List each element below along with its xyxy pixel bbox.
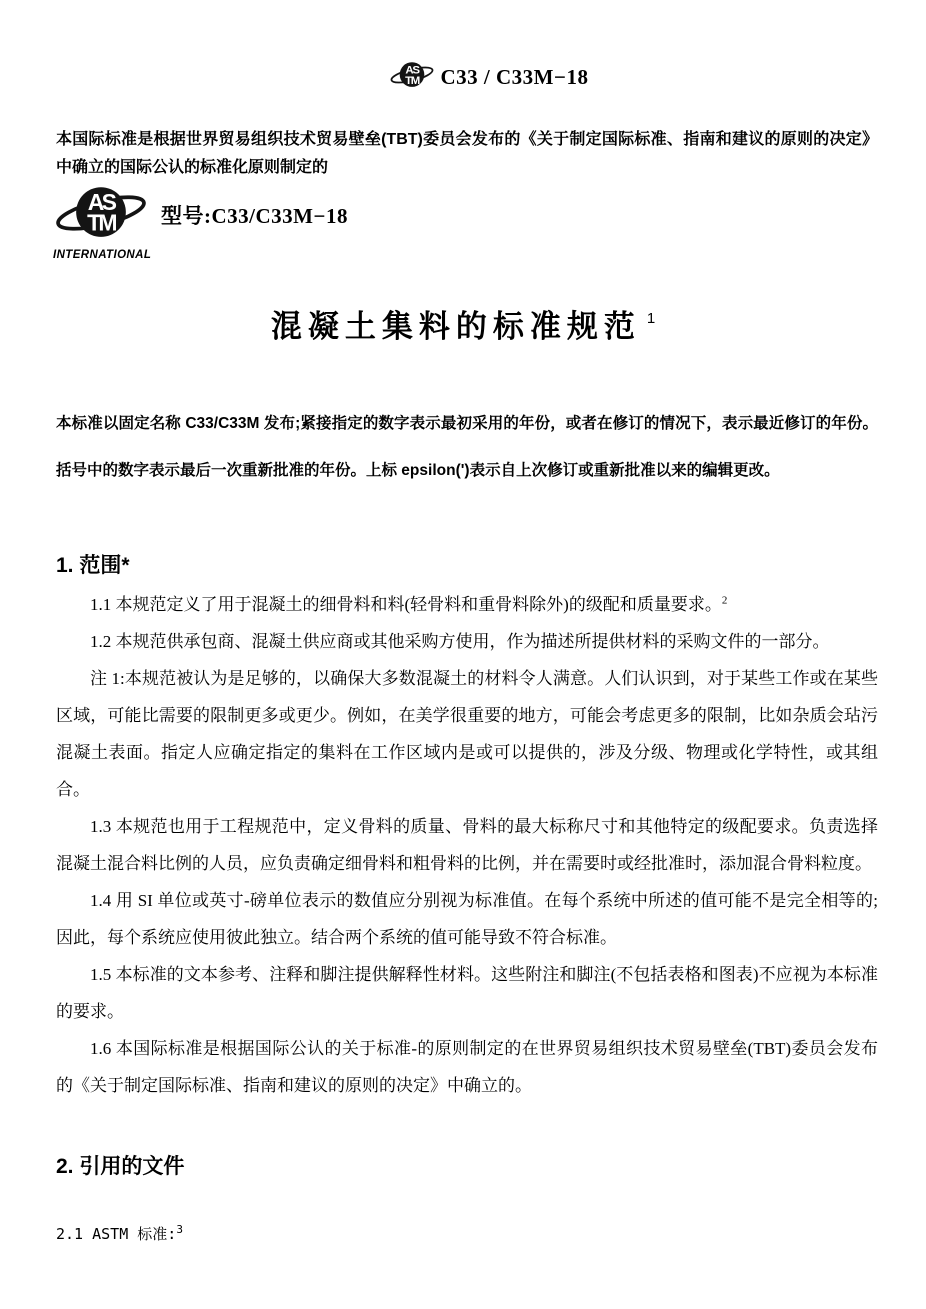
section-heading-scope: 1. 范围* bbox=[56, 554, 130, 577]
svg-text:TM: TM bbox=[404, 74, 419, 87]
paragraph-text: 1.3 本规范也用于工程规范中，定义骨料的质量、骨料的最大标称尺寸和其他特定的级配要求。负责选择混凝土混合料比例的人员，应负责确定细骨料和粗骨料的比例，并在需要时或经批准时，添加混合骨料粒度。 bbox=[56, 817, 878, 873]
paragraph-text: 1.5 本标准的文本参考、注释和脚注提供解释性材料。这些附注和脚注(不包括表格和图表)不应视为本标准的要求。 bbox=[56, 965, 878, 1021]
paragraph-text: 1.2 本规范供承包商、混凝土供应商或其他采购方使用，作为描述所提供材料的采购文件的一部分。 bbox=[90, 632, 830, 651]
paragraph-1-2 bbox=[56, 623, 878, 660]
svg-text:TM: TM bbox=[87, 209, 115, 236]
logo-caption: INTERNATIONAL bbox=[53, 249, 152, 261]
paragraph-1-3 bbox=[56, 808, 878, 882]
footnote-ref-3: 3 bbox=[176, 1223, 183, 1236]
standard-designation: C33 / C33M−18 bbox=[440, 65, 589, 89]
paragraph-text: 1.4 用 SI 单位或英寸-磅单位表示的数值应分别视为标准值。在每个系统中所述的值可能不是完全相等的;因此，每个系统应使用彼此独立。结合两个系统的值可能导致不符合标准。 bbox=[56, 891, 878, 947]
paragraph-1-1 bbox=[56, 586, 878, 623]
footnote-ref-2: 2 bbox=[721, 594, 728, 607]
paragraph-note-1 bbox=[56, 660, 878, 808]
paragraph-1-4 bbox=[56, 882, 878, 956]
paragraph-text: 1.1 本规范定义了用于混凝土的细骨料和料(轻骨料和重骨料除外)的级配和质量要求。 bbox=[90, 595, 722, 614]
astm-logo-icon bbox=[390, 55, 434, 100]
scope-body bbox=[56, 586, 878, 1104]
section-heading-references: 2. 引用的文件 bbox=[56, 1155, 185, 1178]
paragraph-1-5 bbox=[56, 956, 878, 1030]
paragraph-2-1 bbox=[56, 1222, 878, 1246]
footnote-ref-1: 1 bbox=[646, 310, 656, 327]
paragraph-text: 2.1 ASTM 标准: bbox=[56, 1225, 177, 1243]
svg-text:AS: AS bbox=[87, 189, 115, 216]
intro-paragraph: 本国际标准是根据世界贸易组织技术贸易壁垒(TBT)委员会发布的《关于制定国际标准、指南和建议的原则的决定》中确立的国际公认的标准化原则制定的 bbox=[56, 131, 878, 176]
page-title bbox=[0, 301, 926, 346]
astm-international-logo-icon bbox=[55, 189, 147, 247]
svg-text:AS: AS bbox=[404, 64, 419, 77]
astm-international-logo-block bbox=[53, 183, 152, 261]
paragraph-1-6 bbox=[56, 1030, 878, 1104]
page-title-text: 混凝土集料的标准规范 bbox=[270, 309, 641, 344]
brand-row bbox=[53, 183, 348, 261]
model-label: 型号:C33/C33M−18 bbox=[161, 204, 348, 228]
page-header bbox=[26, 55, 926, 100]
paragraph-text: 注 1:本规范被认为是足够的，以确保大多数混凝土的材料令人满意。人们认识到，对于某些工作或在某些区域，可能比需要的限制更多或更少。例如，在美学很重要的地方，可能会考虑更多的限制，比如杂质会玷污混凝土表面。指定人应确定指定的集料在工作区域内是或可以提供的，涉及分级、物理或化学特性，或其组合。 bbox=[56, 669, 878, 799]
paragraph-text: 1.6 本国际标准是根据国际公认的关于标准-的原则制定的在世界贸易组织技术贸易壁垒(TBT)委员会发布的《关于制定国际标准、指南和建议的原则的决定》中确立的。 bbox=[56, 1039, 878, 1095]
designation-note: 本标准以固定名称 C33/C33M 发布;紧接指定的数字表示最初采用的年份，或者在修订的情况下，表示最近修订的年份。括号中的数字表示最后一次重新批准的年份。上标 epsilon(')表示自上次修订或重新批准以来的编辑更改。 bbox=[56, 415, 878, 479]
